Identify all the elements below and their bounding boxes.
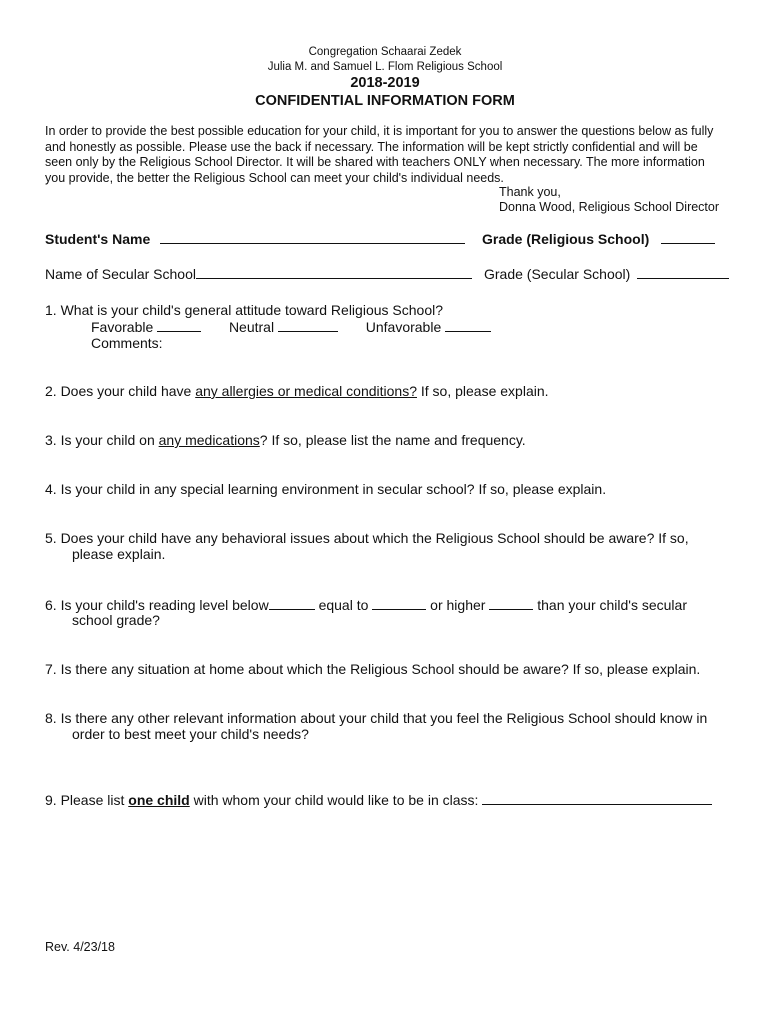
question-5-line-1: 5. Does your child have any behavioral issues about which the Religious School should be aware? If so, bbox=[45, 530, 689, 546]
question-9-prefix: 9. Please list bbox=[45, 792, 129, 808]
reading-below-blank[interactable] bbox=[269, 596, 315, 610]
question-1: 1. What is your child's general attitude toward Religious School? bbox=[45, 302, 443, 318]
intro-line: you provide, the better the Religious School can meet your child's individual needs. bbox=[45, 170, 504, 185]
question-9-suffix: with whom your child would like to be in class: bbox=[189, 792, 483, 808]
neutral-label: Neutral bbox=[228, 319, 275, 335]
question-6-line-2: school grade? bbox=[72, 612, 160, 628]
intro-line: In order to provide the best possible education for your child, it is important for you to answer the questions below as fully bbox=[45, 124, 714, 138]
classmate-blank[interactable] bbox=[482, 791, 712, 805]
question-2-underlined: any allergies or medical conditions? bbox=[195, 383, 417, 399]
grade-secular-label: Grade (Secular School) bbox=[484, 266, 631, 282]
question-2-suffix: If so, please explain. bbox=[417, 383, 549, 399]
question-3-underlined: any medications bbox=[158, 432, 260, 448]
comments-label: Comments: bbox=[91, 335, 163, 351]
question-4: 4. Is your child in any special learning environment in secular school? If so, please explain. bbox=[45, 481, 607, 497]
question-8-line-1: 8. Is there any other relevant information about your child that you feel the Religious School should know in bbox=[45, 710, 708, 726]
grade-secular-blank[interactable] bbox=[637, 265, 729, 279]
question-3 bbox=[45, 432, 526, 449]
revision-date: Rev. 4/23/18 bbox=[45, 940, 115, 954]
question-3-prefix: 3. Is your child on bbox=[45, 432, 159, 448]
question-2-prefix: 2. Does your child have bbox=[45, 383, 196, 399]
org-name: Congregation Schaarai Zedek bbox=[308, 46, 462, 58]
question-5-line-2: please explain. bbox=[72, 546, 166, 562]
question-9 bbox=[45, 791, 712, 809]
grade-religious-blank[interactable] bbox=[661, 230, 715, 244]
favorable-label: Favorable bbox=[91, 319, 154, 335]
reading-equal-blank[interactable] bbox=[372, 596, 426, 610]
question-8-line-2: order to best meet your child's needs? bbox=[72, 726, 309, 742]
question-6-part-2: equal to bbox=[314, 597, 373, 613]
intro-paragraph bbox=[45, 124, 727, 186]
school-name: Julia M. and Samuel L. Flom Religious School bbox=[267, 61, 503, 73]
grade-religious-label: Grade (Religious School) bbox=[482, 231, 650, 247]
question-3-suffix: ? If so, please list the name and frequency. bbox=[259, 432, 526, 448]
question-9-one-child: one child bbox=[128, 792, 190, 808]
attitude-options bbox=[91, 318, 491, 336]
reading-higher-blank[interactable] bbox=[489, 596, 533, 610]
intro-line: seen only by the Religious School Director. It will be shared with teachers ONLY when necessary. The more information bbox=[45, 155, 705, 169]
student-name-blank[interactable] bbox=[160, 230, 465, 244]
question-6-part-3: or higher bbox=[426, 597, 490, 613]
student-name-label: Student's Name bbox=[45, 231, 151, 247]
question-6-part-1: 6. Is your child's reading level below bbox=[45, 597, 269, 613]
student-name-field bbox=[45, 230, 465, 248]
question-2 bbox=[45, 383, 549, 400]
unfavorable-label: Unfavorable bbox=[365, 319, 442, 335]
unfavorable-blank[interactable] bbox=[445, 318, 491, 332]
secular-school-blank[interactable] bbox=[196, 265, 472, 279]
grade-religious-field bbox=[482, 230, 715, 248]
neutral-blank[interactable] bbox=[278, 318, 338, 332]
question-6-part-4: than your child's secular bbox=[533, 597, 687, 613]
favorable-blank[interactable] bbox=[157, 318, 201, 332]
signature: Donna Wood, Religious School Director bbox=[499, 200, 720, 214]
secular-school-label: Name of Secular School bbox=[45, 266, 196, 282]
question-7: 7. Is there any situation at home about which the Religious School should be aware? If so, please explain. bbox=[45, 661, 701, 677]
secular-school-field bbox=[45, 265, 472, 283]
page-title: CONFIDENTIAL INFORMATION FORM bbox=[255, 93, 515, 109]
signoff: Thank you, bbox=[499, 185, 561, 199]
intro-line: and honestly as possible. Please use the back if necessary. The information will be kept strictly confidential and will be bbox=[45, 139, 698, 154]
school-year: 2018-2019 bbox=[350, 75, 420, 91]
grade-secular-field bbox=[484, 265, 729, 283]
